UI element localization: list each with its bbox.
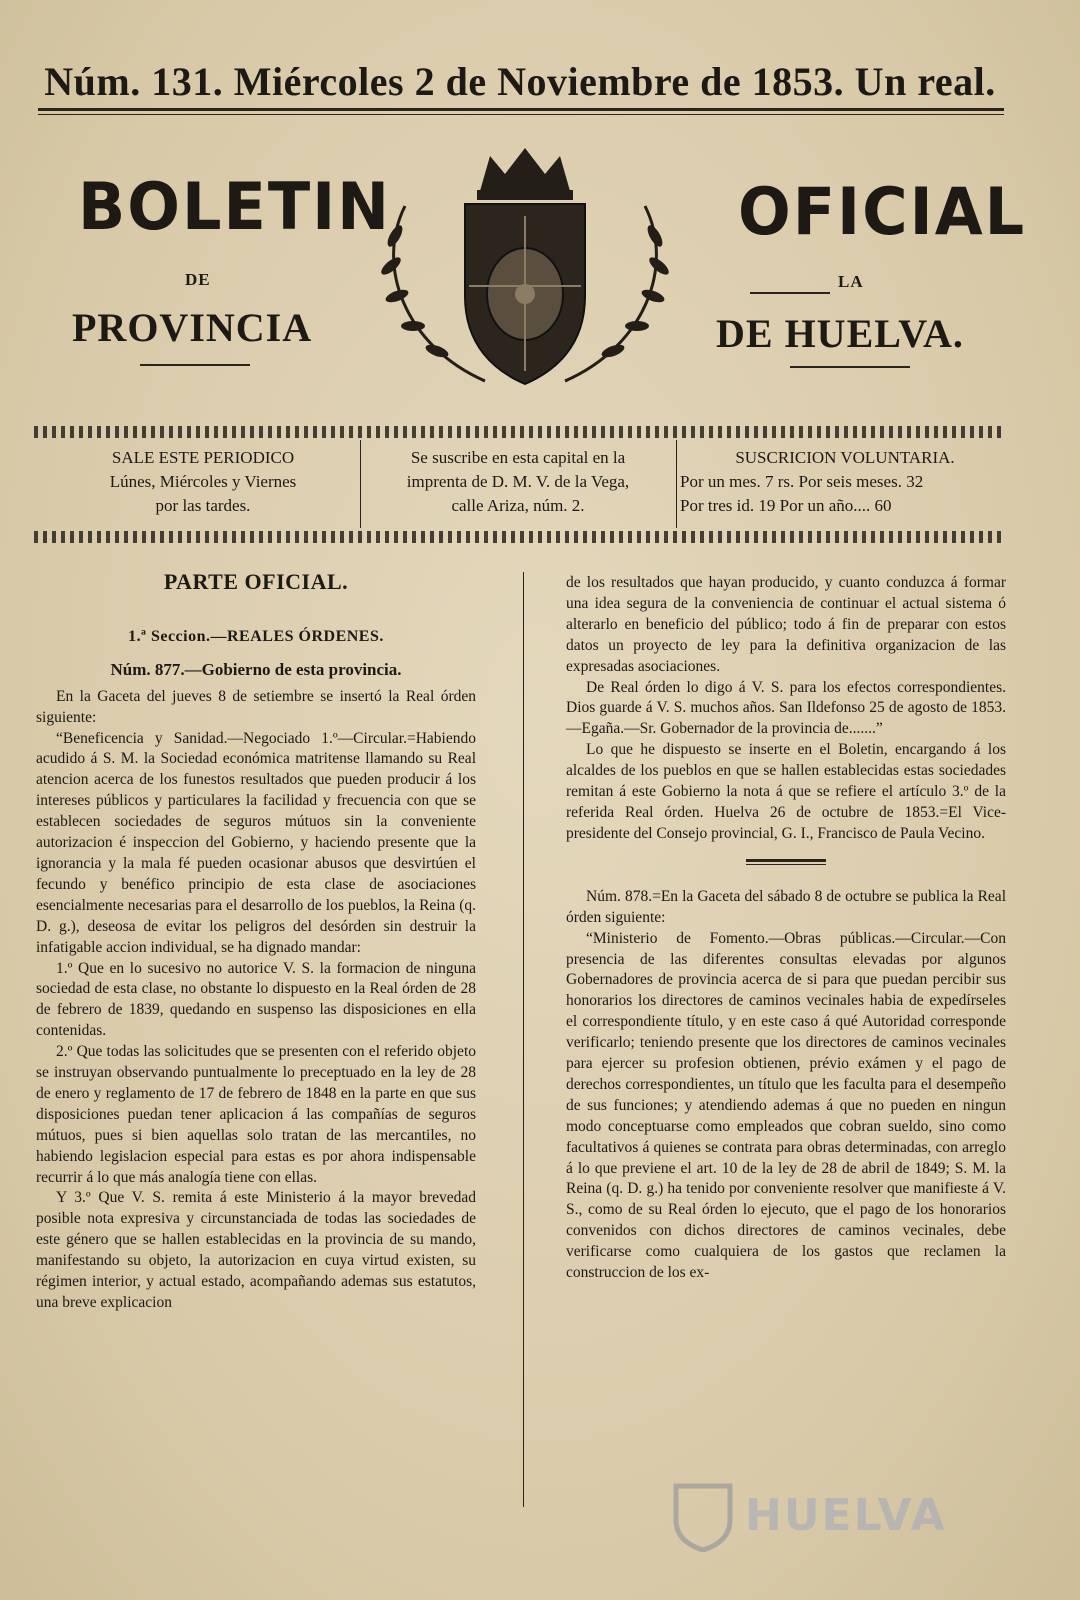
subscription-location [368, 446, 668, 526]
schedule-days: Lúnes, Miércoles y Viernes [109, 472, 297, 491]
masthead-rule-thin [38, 114, 1004, 115]
subscription-line-1: Se suscribe en esta capital en la [410, 448, 626, 467]
ornamental-border [34, 426, 1006, 438]
title-ornament-line [750, 292, 830, 294]
info-divider [676, 440, 677, 528]
paragraph: 1.º Que en lo sucesivo no autorice V. S. la formacion de ninguna sociedad de esta clase, no obstante lo dispuesto en la Real órden de 28 de febrero de 1839, quedando en suspenso las disposiciones en ella contenidas. [36, 959, 476, 1040]
title-de: DE [185, 270, 211, 289]
schedule-heading: SALE ESTE PERIODICO [111, 448, 295, 467]
prices-heading: SUSCRICION VOLUNTARIA. [735, 448, 955, 467]
title-la: LA [838, 272, 864, 291]
watermark-text: HUELVA [745, 1490, 947, 1541]
article-number-877: Núm. 877.—Gobierno de esta provincia. [110, 659, 402, 679]
paragraph: de los resultados que hayan producido, y cuanto conduzca á formar una idea segura de la conveniencia de continuar el actual sistema ó alterarlo en beneficio del público; todo á fin de preparar con estos datos un proyecto de ley para la definitiva organizacion de las expresadas asociaciones. [566, 574, 1006, 675]
article-separator [746, 859, 826, 865]
issue-line: Núm. 131. Miércoles 2 de Noviembre de 1853. Un real. [44, 59, 996, 104]
paragraph: En la Gaceta del jueves 8 de setiembre se insertó la Real órden siguiente: [36, 687, 476, 726]
paragraph: 2.º Que todas las solicitudes que se presenten con el referido objeto se instruyan observando puntualmente lo preceptuado en la ley de 28 de enero y reglamento de 17 de febrero de 1848 en la parte en que sus disposiciones puedan tener aplicacion á las compañías de seguros mútuos, pues si bien aquellas solo tratan de las mercantiles, no habiendo legislacion especial para estas es por ahora indispensable recurrir á lo que más analogía tiene con ellas. [36, 1043, 476, 1186]
paragraph: Y 3.º Que V. S. remita á este Ministerio á la mayor brevedad posible nota expresiva y circunstanciada de todas las sociedades de este género que se hallen establecidas en la provincia de su mando, manifestando su objeto, la autorizacion en cuya virtud existen, su régimen interior, y actual estado, acompañando ademas sus estatutos, una breve explicacion [36, 1189, 476, 1311]
title-provincia: PROVINCIA [72, 305, 313, 350]
prices-line-2: Por tres id. 19 Por un año.... 60 [680, 496, 892, 515]
paragraph: Lo que he dispuesto se inserte en el Boletin, encargando á los alcaldes de los pueblos en que se hallen establecidas estas sociedades remitan á este Gobierno la nota á que se refiere el artículo 3.º de la referida Real órden. Huelva 26 de octubre de 1853.=El Vice-presidente del Consejo provincial, G. I., Francisco de Paula Vecino. [566, 741, 1006, 842]
title-ornament-line [140, 364, 250, 366]
publication-schedule [58, 446, 348, 526]
article-number-878: Núm. 878.=En la Gaceta del sábado 8 de octubre se publica la Real órden siguiente: [566, 887, 1006, 926]
right-column [566, 573, 1006, 1284]
info-divider [360, 440, 361, 528]
section-title: PARTE OFICIAL. [163, 569, 349, 594]
left-column [36, 570, 476, 1314]
paragraph: “Ministerio de Fomento.—Obras públicas.—Circular.—Con presencia de las diferentes consultas elevadas por algunos Gobernadores de provincia acerca de si para que puedan percibir sus honorarios los directores de caminos vecinales habia de expedírseles el correspondiente título, y en este caso á qué Autoridad corresponde verificarlo; teniendo presente que los directores de caminos vecinales para ejercer su profesion obtienen, prévio exámen y el pago de derechos correspondientes, un título que les faculta para el desempeño de sus funciones; y atendiendo ademas á que no pueden en ningun modo conceptuarse como empleados que cobran sueldo, sino como facultativos á quienes se contrata para obras determinadas, con arreglo á lo que previene el art. 10 de la ley de 28 de abril de 1849; S. M. la Reina (q. D. g.) ha tenido por conveniente resolver que manifieste á V. S., como de su Real órden lo ejecuto, que el pago de los honorarios convenidos con dichos directores de caminos vecinales, debe verificarse como cualquiera de los gastos que reclamen la construccion de los ex- [566, 929, 1006, 1282]
subsection-title: 1.ª Seccion.—REALES ÓRDENES. [128, 627, 384, 645]
ornamental-border [34, 531, 1006, 543]
paragraph: De Real órden lo digo á V. S. para los efectos correspondientes. Dios guarde á V. S. muchos años. San Ildefonso 25 de agosto de 1853.—Egaña.—Sr. Gobernador de la provincia de.......” [566, 678, 1006, 738]
prices-line-1: Por un mes. 7 rs. Por seis meses. 32 [680, 472, 924, 491]
title-boletin: BOLETIN [78, 168, 392, 245]
title-ornament-line [790, 366, 910, 368]
title-oficial: OFICIAL [738, 173, 1027, 250]
shield-icon [672, 1482, 734, 1552]
subscription-prices [680, 446, 1010, 526]
title-de-huelva: DE HUELVA. [716, 311, 964, 356]
column-divider [523, 572, 524, 1507]
royal-coat-of-arms-icon [365, 146, 685, 396]
subscription-line-3: calle Ariza, núm. 2. [451, 496, 585, 515]
subscription-line-2: imprenta de D. M. V. de la Vega, [406, 472, 630, 491]
paragraph: “Beneficencia y Sanidad.—Negociado 1.º—Circular.=Habiendo acudido á S. M. la Sociedad económica matritense llamando su Real atencion acerca de los funestos resultados que pueden producir á los intereses públicos y particulares la facilidad y frecuencia con que se establecen sociedades de seguros mútuos sin la conveniente autorizacion é inspeccion del Gobierno, y haciendo presente que la ignorancia y la mala fé pueden ocasionar abusos que desvirtúen el fecundo y benéfico principio de esta clase de asociaciones esencialmente necesarias para el desarrollo de los pueblos, la Reina (q. D. g.), deseosa de evitar los peligros del desórden sin destruir la infatigable accion individual, se ha dignado mandar: [36, 729, 476, 956]
masthead-rule [38, 108, 1004, 111]
schedule-time: por las tardes. [155, 496, 251, 515]
